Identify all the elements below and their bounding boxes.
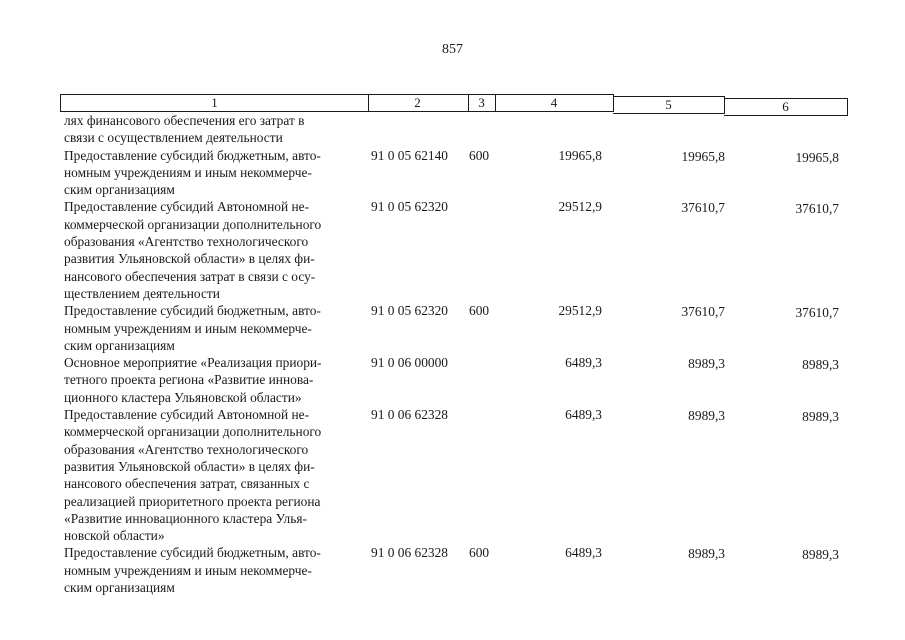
description-line: образования «Агентство технологического — [64, 234, 309, 250]
description-line: «Развитие инновационного кластера Улья- — [64, 510, 307, 526]
amount-col-5: 8989,3 — [688, 408, 725, 424]
table-row — [60, 198, 860, 302]
amount-col-4: 19965,8 — [558, 147, 602, 163]
description-line: Предоставление субсидий бюджетным, авто- — [64, 545, 321, 561]
description-line: номным учреждениям и иным некоммерче- — [64, 562, 312, 578]
amount-col-6: 37610,7 — [795, 305, 839, 321]
table-row — [60, 147, 860, 199]
header-col-4: 4 — [495, 94, 614, 112]
description-line: ским организациям — [64, 337, 175, 353]
amount-col-5: 37610,7 — [681, 304, 725, 320]
table-header — [60, 94, 847, 112]
amount-col-5: 19965,8 — [681, 148, 725, 164]
description-line: ляx финансового обеспечения его затрат в — [64, 113, 305, 128]
description-line: Предоставление субсидий Автономной не- — [64, 199, 310, 215]
description-line: ским организациям — [64, 182, 175, 198]
amount-col-4: 29512,9 — [558, 303, 602, 319]
description-line: тетного проекта региона «Развитие иннова- — [64, 372, 314, 388]
description-line: Предоставление субсидий бюджетным, авто- — [64, 303, 321, 319]
description-line: коммерческой организации дополнительного — [64, 216, 322, 232]
header-col-1: 1 — [60, 94, 369, 112]
amount-col-6: 37610,7 — [795, 201, 839, 217]
row-description — [60, 544, 362, 596]
amount-col-4: 29512,9 — [558, 199, 602, 215]
description-line: развития Ульяновской области» в целях фи- — [64, 458, 315, 474]
budget-code: 91 0 05 62320 — [371, 199, 448, 215]
description-line: реализацией приоритетного проекта региона — [64, 493, 321, 509]
budget-code: 91 0 06 00000 — [371, 355, 448, 371]
table-row — [60, 354, 860, 406]
header-col-2: 2 — [367, 94, 469, 112]
table-row — [60, 302, 860, 354]
budget-code: 91 0 06 62328 — [371, 407, 448, 423]
expense-type: 600 — [469, 303, 490, 319]
budget-code: 91 0 06 62328 — [371, 545, 448, 561]
expense-type: 600 — [469, 147, 490, 163]
description-line: ским организациям — [64, 580, 175, 596]
amount-col-6: 8989,3 — [802, 547, 839, 563]
amount-col-6: 8989,3 — [802, 409, 839, 425]
description-line: коммерческой организации дополнительного — [64, 424, 322, 440]
description-line: Предоставление субсидий бюджетным, авто- — [64, 147, 321, 163]
description-line: ществлением деятельности — [64, 285, 220, 301]
row-description — [60, 302, 362, 354]
page-number: 857 — [442, 42, 463, 57]
description-line: развития Ульяновской области» в целях фи- — [64, 251, 315, 267]
amount-col-5: 8989,3 — [688, 546, 725, 562]
header-col-5: 5 — [613, 96, 725, 114]
amount-col-5: 37610,7 — [681, 200, 725, 216]
row-description — [60, 198, 362, 302]
description-line: нансового обеспечения затрат в связи с осу- — [64, 268, 316, 284]
description-line: ционного кластера Ульяновской области» — [64, 389, 302, 405]
expense-type: 600 — [469, 545, 490, 561]
description-line: новской области» — [64, 528, 165, 544]
description-line: связи с осуществлением деятельности — [64, 130, 283, 146]
budget-code: 91 0 05 62140 — [371, 147, 448, 163]
description-line: образования «Агентство технологического — [64, 441, 309, 457]
table-row — [60, 406, 860, 544]
table-row — [60, 112, 860, 147]
amount-col-4: 6489,3 — [565, 355, 602, 371]
row-description — [60, 112, 362, 147]
description-line: номным учреждениям и иным некоммерче- — [64, 320, 312, 336]
header-col-6: 6 — [724, 98, 848, 116]
row-description — [60, 354, 362, 406]
amount-col-6: 19965,8 — [795, 149, 839, 165]
amount-col-4: 6489,3 — [565, 407, 602, 423]
header-col-3: 3 — [468, 94, 496, 112]
description-line: нансового обеспечения затрат, связанных с — [64, 476, 310, 492]
table-body — [60, 112, 860, 596]
description-line: Основное мероприятие «Реализация приори- — [64, 355, 322, 371]
table-row — [60, 544, 860, 596]
amount-col-6: 8989,3 — [802, 357, 839, 373]
row-description — [60, 147, 362, 199]
row-description — [60, 406, 362, 544]
amount-col-5: 8989,3 — [688, 356, 725, 372]
budget-code: 91 0 05 62320 — [371, 303, 448, 319]
description-line: Предоставление субсидий Автономной не- — [64, 407, 310, 423]
description-line: номным учреждениям и иным некоммерче- — [64, 164, 312, 180]
amount-col-4: 6489,3 — [565, 545, 602, 561]
